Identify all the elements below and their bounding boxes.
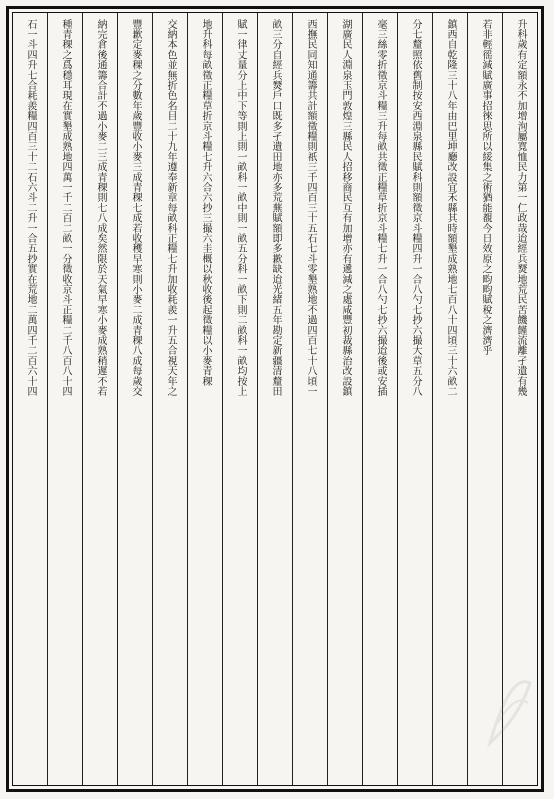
column-9	[222, 13, 257, 785]
column-14	[47, 13, 82, 785]
column-text: 賦一律丈量分上中下等則上則一畝科一畝中則一畝五分科一畝下則二畝科一畝均按上	[235, 19, 246, 397]
column-text: 石一斗四升七合耗羨糧四百三十二石六斗二升一合五抄實在荒地二萬四千二百六十四	[25, 19, 36, 397]
column-text: 畝三分自經兵燹戶口既多孑遺田地亦多荒蕪賦額即多歉缺迨光緒五年勘定新疆清釐田	[270, 19, 281, 397]
column-2	[467, 13, 502, 785]
column-4	[397, 13, 432, 785]
column-5	[362, 13, 397, 785]
column-text: 交納本色並無折色名目二十九年遵奉新章每畝科正糧七升加收耗羨一升五合視天年之	[165, 19, 176, 397]
column-text: 湖廣民人淵泉玉門敦煌三縣民人招移商民互有加增亦有遞減之處咸豐初裁縣治改設鎮	[340, 19, 351, 397]
column-8	[257, 13, 292, 785]
column-text: 種青稞之爲穩耳現在實墾成熟地四萬一千二百二畝一分徵收京斗正糧二千八百八十四	[60, 19, 71, 397]
column-12	[117, 13, 152, 785]
column-text: 升科歲有定額永不加增洵屬寬恤民力第一仁政哉迨經兵燹地荒民苦饑饉流離孑遺有幾	[515, 19, 526, 397]
text-columns-frame	[12, 12, 538, 786]
column-text: 豐歉定麥稞之分數年歲豐收小麥三成青稞七成若收穫早寒則小麥二成青稞八成每歲交	[130, 19, 141, 397]
column-13	[82, 13, 117, 785]
column-15	[13, 13, 47, 785]
column-text: 分七釐照依舊制按安西淵泉縣民賦科則額徵京斗糧四升一合八勺七抄六撮大草五分八	[410, 19, 421, 397]
column-1	[502, 13, 537, 785]
column-10	[187, 13, 222, 785]
column-text: 納完倉後通籌合計不過小麥二三成青稞則七八成矣然限於天氣早寒小麥成熟稍遲不若	[95, 19, 106, 397]
column-text: 若非輕徭減賦廣事招徠思所以綏集之術猶能覩今日效原之畇畇賦稅之濟濟乎	[480, 19, 491, 356]
column-7	[292, 13, 327, 785]
column-text: 毫三絲零折徵京斗糧三升每畝共徵正糧草折京斗糧七升一合八勺七抄六撮迨後或安插	[375, 19, 386, 397]
column-text: 西撫民同知通籌共計額徵糧則祇三千四百三十五石七斗零墾熟地不過四百七十八頃一	[305, 19, 316, 397]
column-6	[327, 13, 362, 785]
column-text: 鎮西自乾隆三十八年由巴里坤廳改設宜禾縣其時額墾成熟地七百八十四頃三十六畝二	[445, 19, 456, 397]
column-text: 地升科每畝徵正糧草折京斗糧七升六合六抄三撮六圭概以秋收後起徵糧以小麥青稞	[200, 19, 211, 387]
column-11	[152, 13, 187, 785]
column-3	[432, 13, 467, 785]
